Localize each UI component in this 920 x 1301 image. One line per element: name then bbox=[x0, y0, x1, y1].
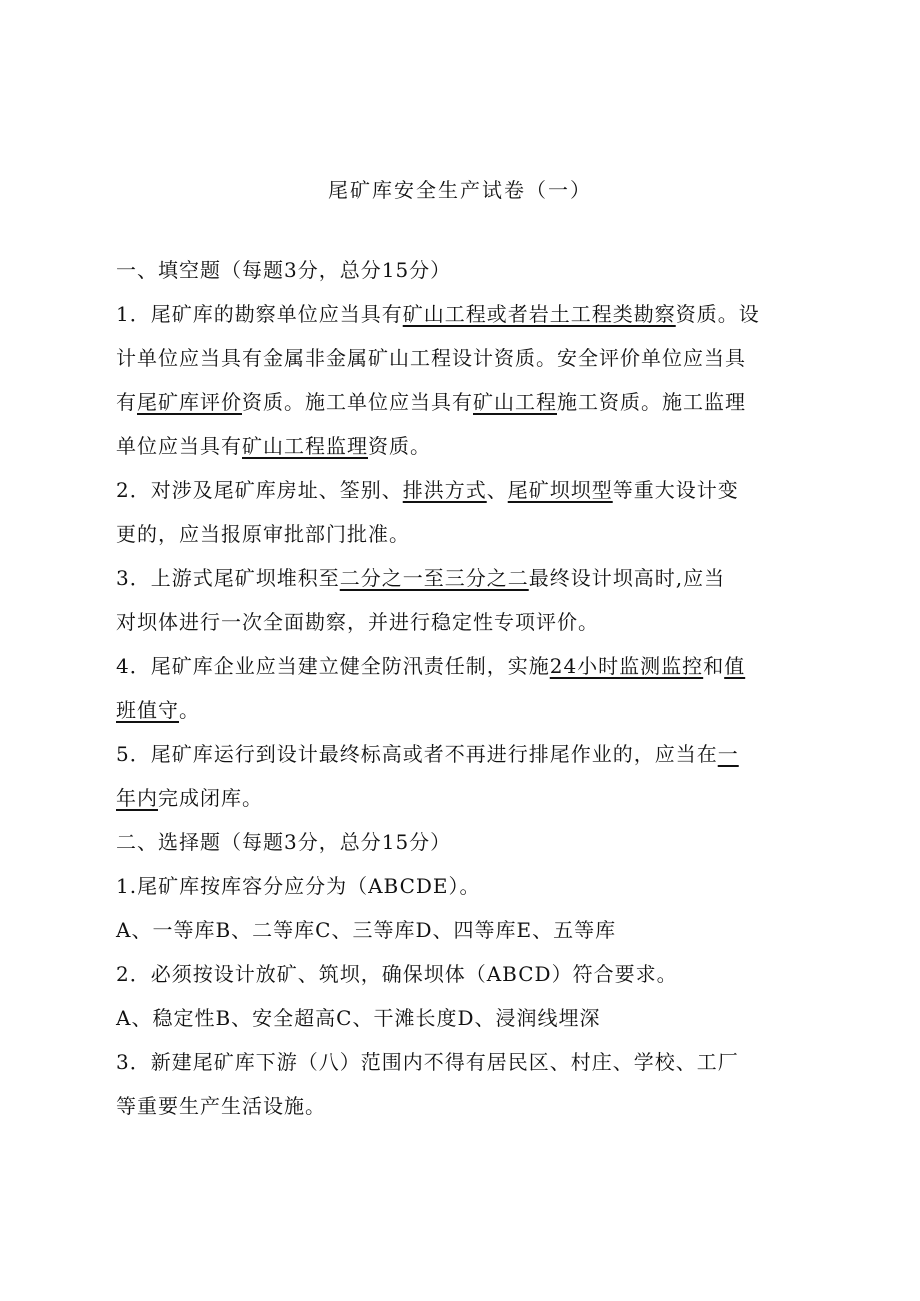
choice-q3-line-1: 3．新建尾矿库下游（八）范围内不得有居民区、村庄、学校、工厂 bbox=[116, 1050, 739, 1074]
fill-q5-line-2: 年内完成闭库。 bbox=[116, 786, 263, 810]
answer-blank: 班值守 bbox=[116, 698, 179, 722]
fill-q4-line-2: 班值守。 bbox=[116, 698, 200, 722]
choice-q2-options: A、稳定性B、安全超高C、干滩长度D、浸润线埋深 bbox=[116, 1006, 601, 1030]
choice-q2-question: 2．必须按设计放矿、筑坝，确保坝体（ABCD）符合要求。 bbox=[116, 962, 678, 986]
fill-q1-line-2: 计单位应当具有金属非金属矿山工程设计资质。安全评价单位应当具 bbox=[116, 346, 746, 370]
fill-q1-line-4: 单位应当具有矿山工程监理资质。 bbox=[116, 434, 431, 458]
answer-blank: 排洪方式 bbox=[402, 478, 487, 502]
fill-question-3 bbox=[116, 560, 816, 641]
choice-q3-line-2: 等重要生产生活设施。 bbox=[116, 1094, 326, 1118]
answer-blank: 矿山工程或者岩土工程类勘察 bbox=[402, 302, 676, 326]
answer-blank: 值 bbox=[724, 654, 746, 678]
fill-q4-line-1: 4．尾矿库企业应当建立健全防汛责任制，实施24小时监测监控和值 bbox=[116, 654, 746, 678]
fill-q1-line-3: 有尾矿库评价资质。施工单位应当具有矿山工程施工资质。施工监理 bbox=[116, 390, 746, 414]
fill-question-1 bbox=[116, 296, 816, 465]
choice-q1-question: 1.尾矿库按库容分应分为（ABCDE）。 bbox=[116, 874, 481, 898]
fill-question-5 bbox=[116, 736, 816, 817]
choice-question-1 bbox=[116, 868, 816, 949]
fill-q2-line-1: 2．对涉及尾矿库房址、筌别、排洪方式、尾矿坝坝型等重大设计变 bbox=[116, 478, 739, 502]
answer-blank: 矿山工程 bbox=[473, 390, 557, 414]
choice-q1-options: A、一等库B、二等库C、三等库D、四等库E、五等库 bbox=[116, 918, 617, 942]
fill-q3-line-1: 3．上游式尾矿坝堆积至二分之一至三分之二最终设计坝高时,应当 bbox=[116, 566, 726, 590]
fill-q3-line-2: 对坝体进行一次全面勘察，并进行稳定性专项评价。 bbox=[116, 610, 599, 634]
choice-question-3 bbox=[116, 1044, 816, 1125]
section-heading-choice: 二、选择题（每题3分，总分15分） bbox=[116, 830, 452, 854]
fill-q2-line-2: 更的，应当报原审批部门批准。 bbox=[116, 522, 410, 546]
answer-blank: 尾矿坝坝型 bbox=[507, 478, 613, 502]
document-body bbox=[116, 252, 816, 1125]
answer-blank: 24小时监测监控 bbox=[549, 654, 704, 678]
document-title: 尾矿库安全生产试卷（一） bbox=[328, 178, 592, 202]
answer-blank: 二分之一至三分之二 bbox=[339, 566, 529, 590]
fill-q1-line-1: 1．尾矿库的勘察单位应当具有矿山工程或者岩土工程类勘察资质。设 bbox=[116, 302, 760, 326]
answer-blank: 矿山工程监理 bbox=[242, 434, 368, 458]
answer-blank: 年内 bbox=[116, 786, 158, 810]
fill-question-4 bbox=[116, 648, 816, 729]
section-heading-fill-in: 一、填空题（每题3分，总分15分） bbox=[116, 258, 452, 282]
fill-question-2 bbox=[116, 472, 816, 553]
answer-blank: 一 bbox=[717, 742, 739, 766]
choice-question-2 bbox=[116, 956, 816, 1037]
answer-blank: 尾矿库评价 bbox=[137, 390, 242, 414]
fill-q5-line-1: 5．尾矿库运行到设计最终标高或者不再进行排尾作业的，应当在一 bbox=[116, 742, 739, 766]
